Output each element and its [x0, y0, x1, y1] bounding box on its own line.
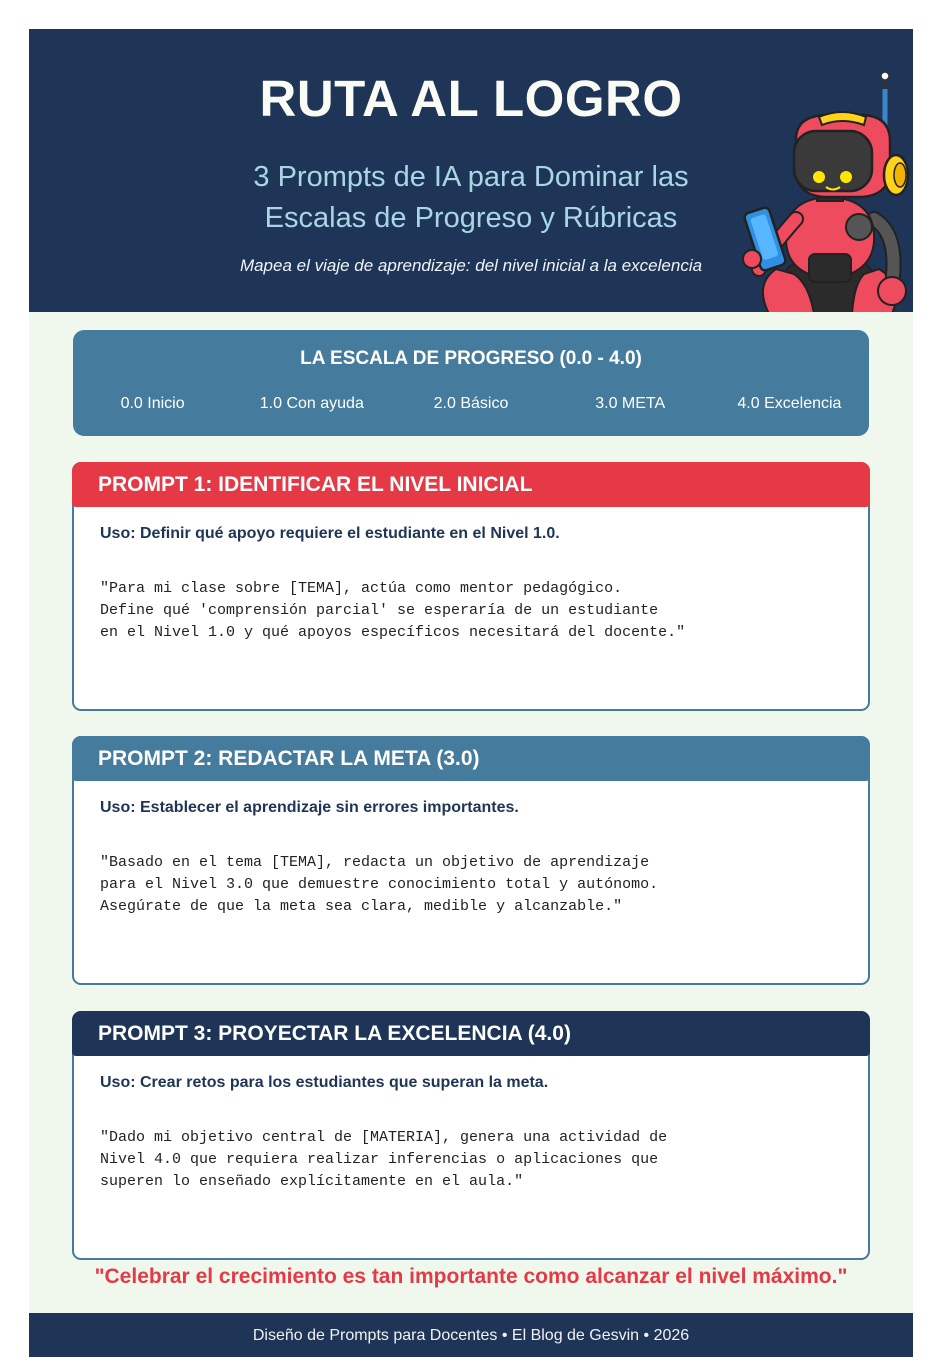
prompt-text: "Para mi clase sobre [TEMA], actúa como mentor pedagógico. Define qué 'comprensión parcial' se esperaría de un estudiante en el Nivel 1.0 y qué apoyos específicos necesitará del docente."	[100, 580, 686, 641]
prompt-use: Uso: Crear retos para los estudiantes que superan la meta.	[100, 1074, 549, 1091]
prompt-text: "Basado en el tema [TEMA], redacta un objetivo de aprendizaje para el Nivel 3.0 que demuestre conocimiento total y autónomo. Asegúrate de que la meta sea clara, medible y alcanzable."	[100, 854, 659, 915]
progress-scale-panel	[73, 330, 869, 436]
closing-quote: "Celebrar el crecimiento es tan importante como alcanzar el nivel máximo."	[94, 1265, 848, 1288]
scale-level: 2.0 Básico	[433, 395, 509, 412]
page-tagline: Mapea el viaje de aprendizaje: del nivel inicial a la excelencia	[239, 256, 703, 275]
prompt-title: PROMPT 1: IDENTIFICAR EL NIVEL INICIAL	[98, 473, 533, 496]
prompt-use: Uso: Definir qué apoyo requiere el estudiante en el Nivel 1.0.	[100, 525, 560, 542]
footer-text: Diseño de Prompts para Docentes • El Blog de Gesvin • 2026	[252, 1327, 690, 1344]
scale-levels	[73, 395, 869, 413]
prompt-card-header	[72, 462, 870, 507]
header-banner	[29, 29, 913, 312]
prompt-card-2	[72, 736, 870, 985]
scale-level: 0.0 Inicio	[120, 395, 185, 412]
prompt-card-3	[72, 1011, 870, 1260]
prompt-use: Uso: Establecer el aprendizaje sin errores importantes.	[100, 799, 519, 816]
prompt-title: PROMPT 3: PROYECTAR LA EXCELENCIA (4.0)	[98, 1022, 571, 1045]
scale-level: 3.0 META	[595, 395, 666, 412]
scale-level: 1.0 Con ayuda	[259, 395, 364, 412]
prompt-title: PROMPT 2: REDACTAR LA META (3.0)	[98, 747, 480, 770]
infographic-page	[29, 29, 913, 1357]
page-subtitle: 3 Prompts de IA para Dominar las Escalas de Progreso y Rúbricas	[253, 161, 689, 234]
footer-bar	[29, 1313, 913, 1357]
robot-with-phone-icon	[714, 69, 913, 312]
prompt-card-header	[72, 1011, 870, 1056]
scale-level: 4.0 Excelencia	[737, 395, 842, 412]
scale-title: LA ESCALA DE PROGRESO (0.0 - 4.0)	[300, 348, 642, 369]
prompt-card-header	[72, 736, 870, 781]
page-title: RUTA AL LOGRO	[259, 70, 683, 127]
prompt-text: "Dado mi objetivo central de [MATERIA], genera una actividad de Nivel 4.0 que requiera realizar inferencias o aplicaciones que superen lo enseñado explícitamente en el aula."	[100, 1129, 668, 1190]
prompt-card-1	[72, 462, 870, 711]
